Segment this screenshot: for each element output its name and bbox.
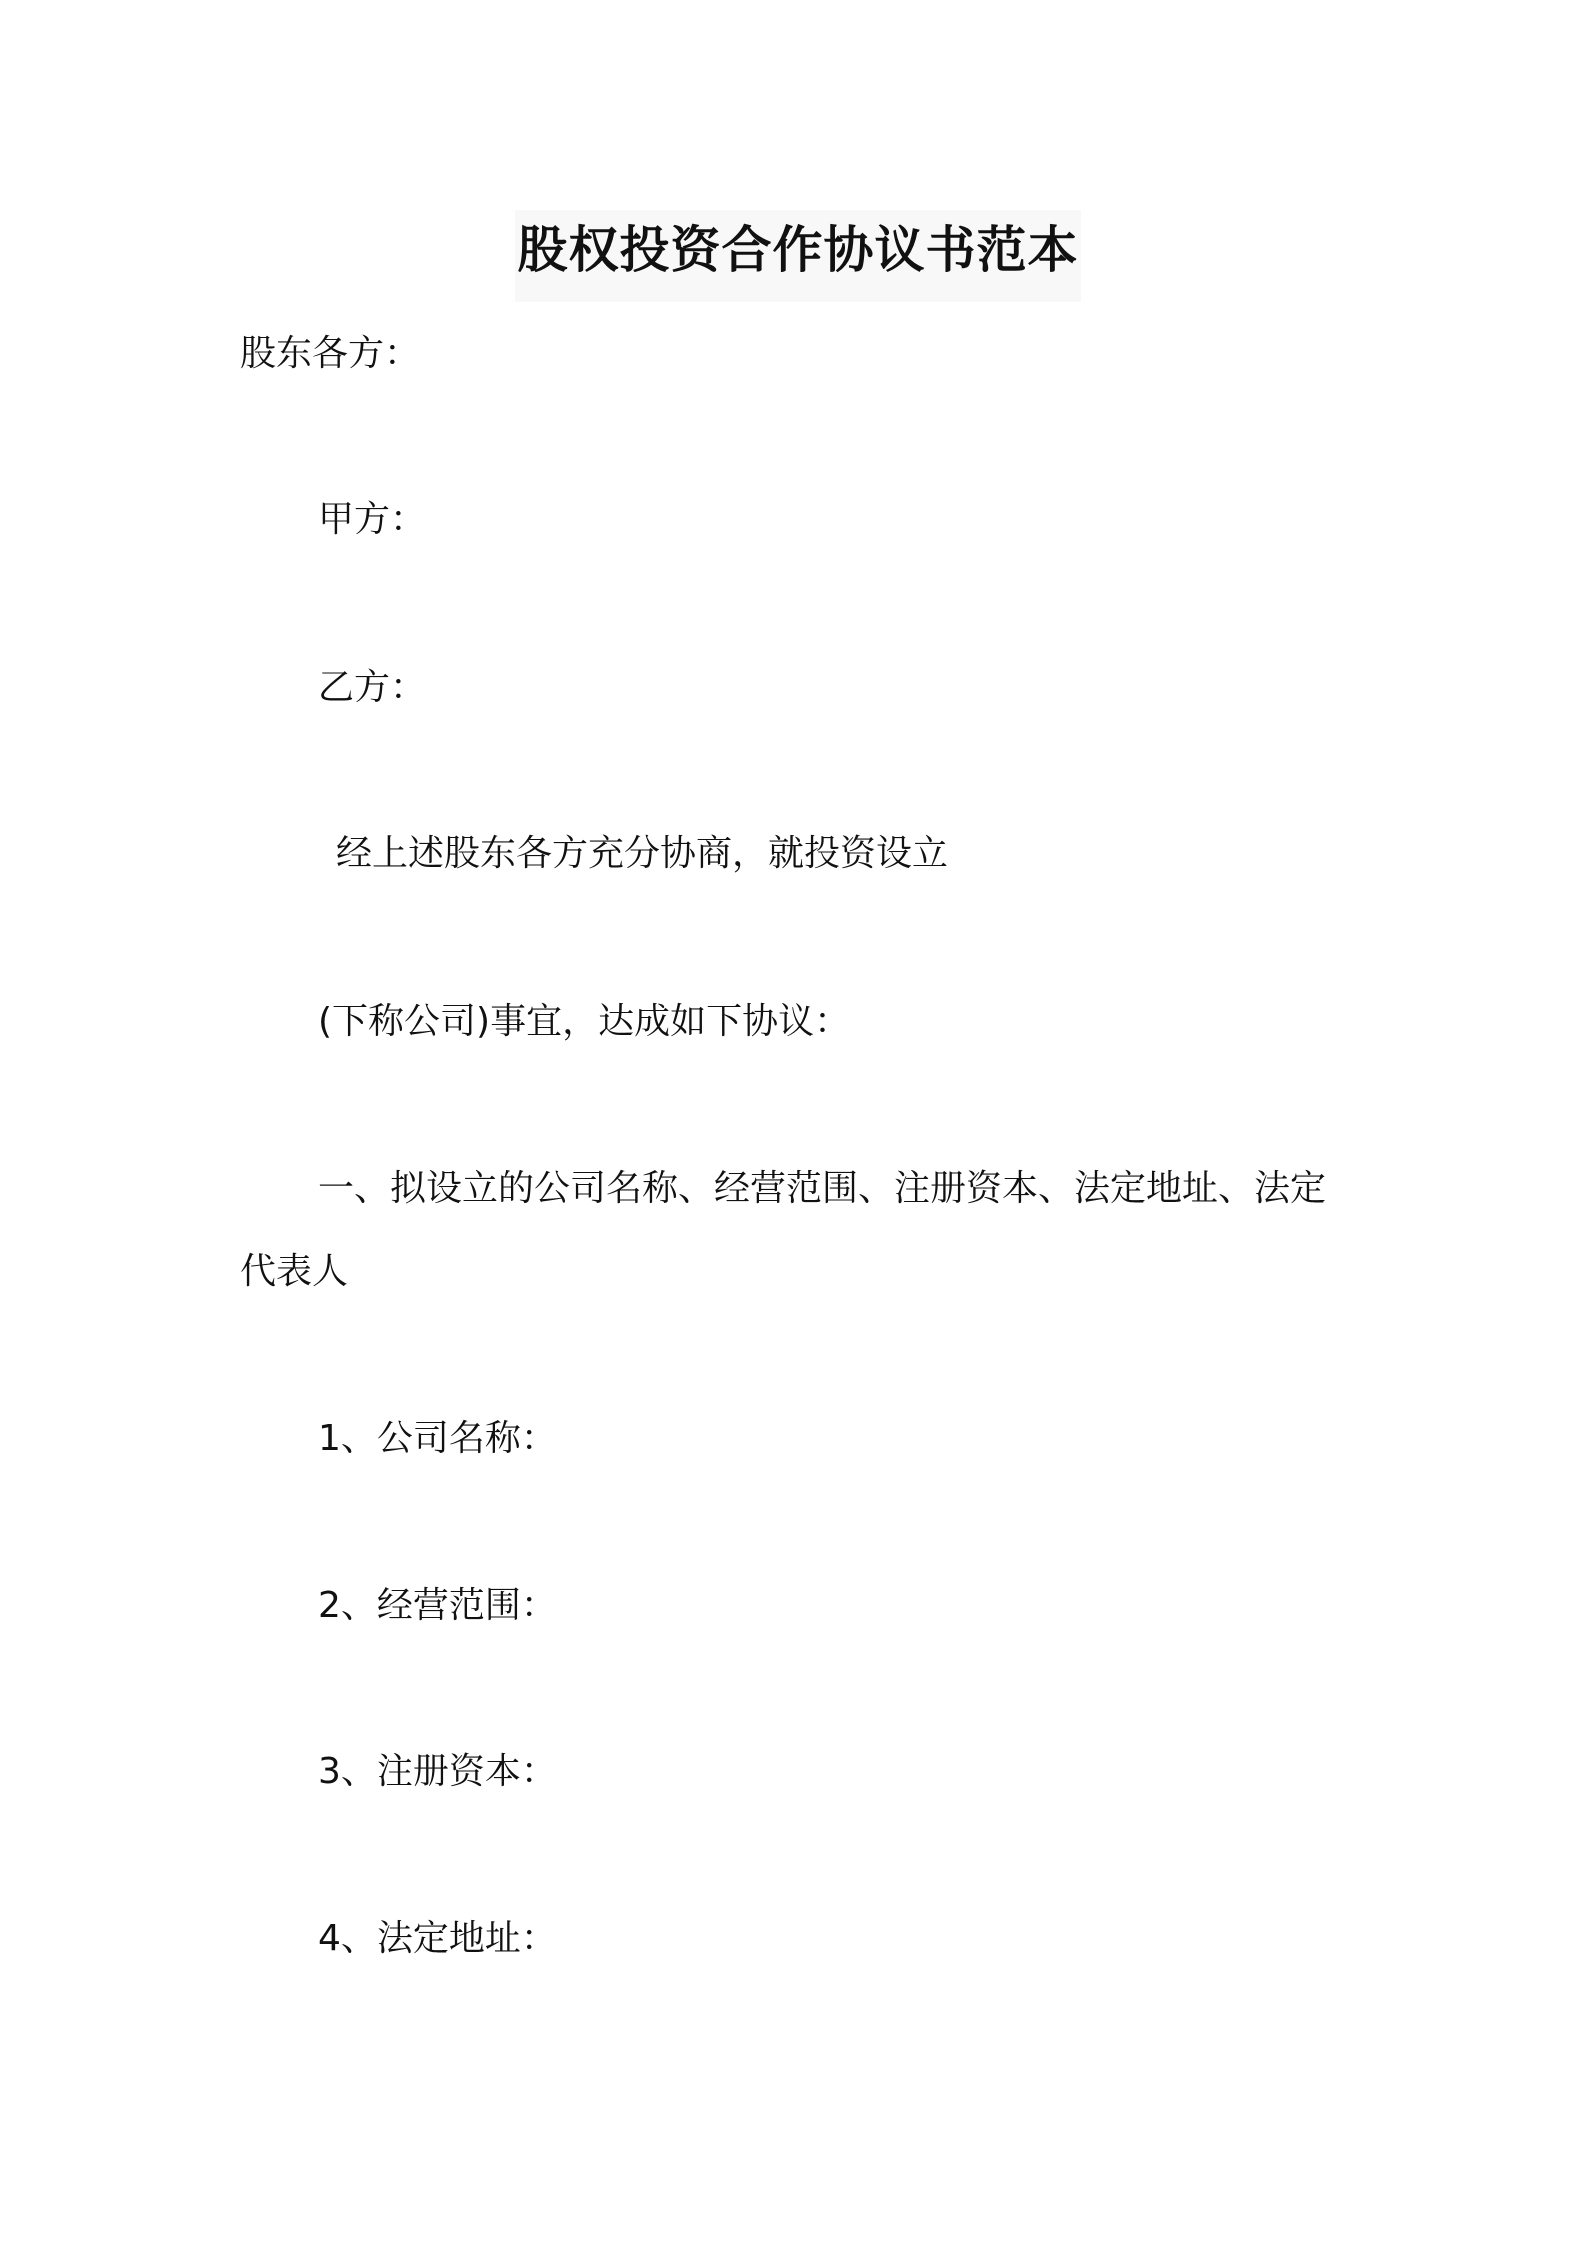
document-title: 股权投资合作协议书范本 [515, 210, 1081, 302]
section-one-heading: 一、拟设立的公司名称、经营范围、注册资本、法定地址、法定 [318, 1168, 1327, 1209]
item-legal-address: 4、法定地址： [318, 1918, 557, 1959]
agreement-intro-line-2: (下称公司)事宜，达成如下协议： [318, 1001, 851, 1042]
party-b-line: 乙方： [318, 667, 427, 708]
shareholders-heading: 股东各方： [240, 333, 421, 374]
party-a-line: 甲方： [318, 499, 427, 540]
section-one-heading-continued: 代表人 [240, 1251, 349, 1292]
item-registered-capital: 3、注册资本： [318, 1751, 557, 1792]
agreement-intro-line: 经上述股东各方充分协商，就投资设立 [336, 833, 949, 874]
item-company-name: 1、公司名称： [318, 1418, 557, 1459]
item-business-scope: 2、经营范围： [318, 1585, 557, 1626]
